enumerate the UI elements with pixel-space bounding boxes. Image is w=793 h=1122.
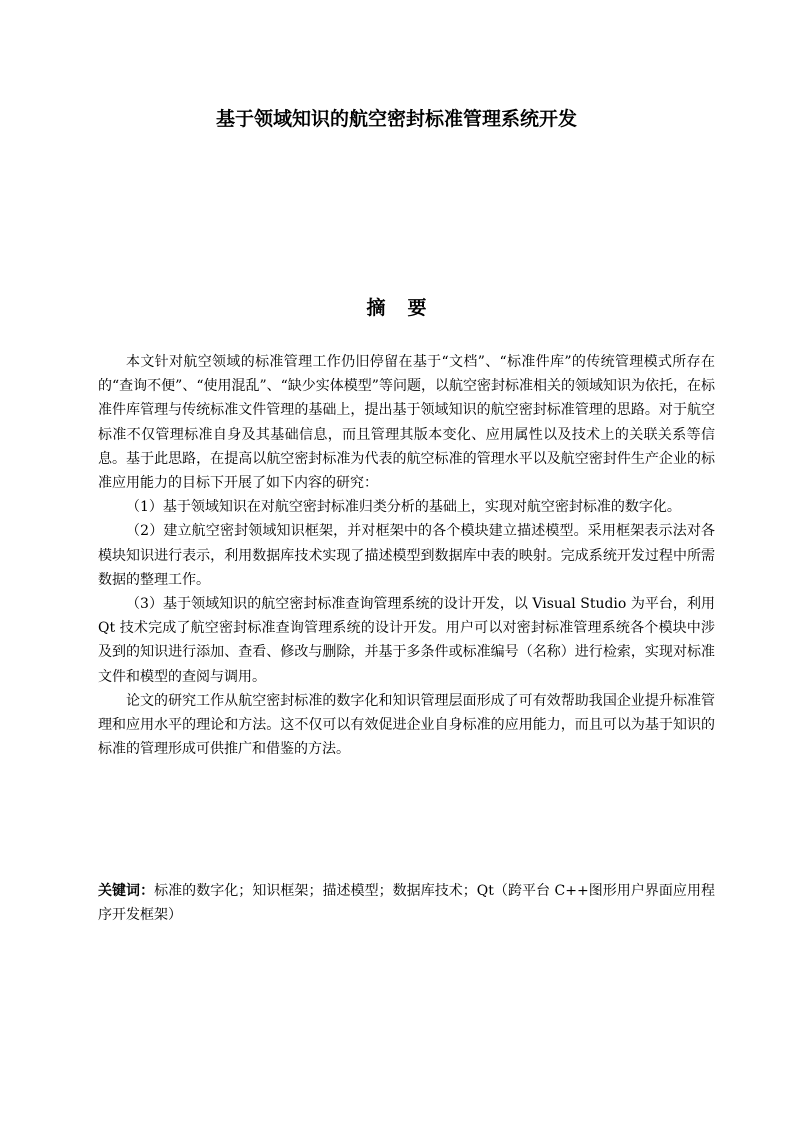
keywords-text: 标准的数字化；知识框架；描述模型；数据库技术；Qt（跨平台 C++图形用户界面应用程序开发框架） (98, 883, 715, 923)
abstract-body (98, 350, 715, 761)
abstract-paragraph-item-2: （2）建立航空密封领域知识框架，并对框架中的各个模块建立描述模型。采用框架表示法对各模块知识进行表示，利用数据库技术实现了描述模型到数据库中表的映射。完成系统开发过程中所需数据的整理工作。 (98, 523, 715, 588)
abstract-heading-char-1: 摘 (366, 297, 386, 319)
keywords-line (98, 879, 715, 927)
paper-title: 基于领域知识的航空密封标准管理系统开发 (215, 108, 577, 130)
abstract-paragraph-item-1: （1）基于领域知识在对航空密封标准归类分析的基础上，实现对航空密封标准的数字化。 (126, 499, 681, 516)
keywords-label: 关键词： (98, 883, 155, 899)
abstract-paragraph-conclusion: 论文的研究工作从航空密封标准的数字化和知识管理层面形成了可有效帮助我国企业提升标准管理和应用水平的理论和方法。这不仅可以有效促进企业自身标准的应用能力，而且可以为基于知识的标准的管理形成可供推广和借鉴的方法。 (98, 692, 715, 758)
abstract-heading-char-2: 要 (407, 297, 427, 319)
abstract-heading (0, 293, 793, 323)
abstract-paragraph-intro: 本文针对航空领域的标准管理工作仍旧停留在基于“文档”、“标准件库”的传统管理模式所存在的“查询不便”、“使用混乱”、“缺少实体模型”等问题，以航空密封标准相关的领域知识为依托，在标准件库管理与传统标准文件管理的基础上，提出基于领域知识的航空密封标准管理的思路。对于航空标准不仅管理标准自身及其基础信息，而且管理其版本变化、应用属性以及技术上的关联关系等信息。基于此思路，在提高以航空密封标准为代表的航空标准的管理水平以及航空密封件生产企业的标准应用能力的目标下开展了如下内容的研究： (98, 354, 715, 492)
abstract-paragraph-item-3: （3）基于领域知识的航空密封标准查询管理系统的设计开发，以 Visual Studio 为平台，利用 Qt 技术完成了航空密封标准查询管理系统的设计开发。用户可以对密封标准管理系统各个模块中涉及到的知识进行添加、查看、修改与删除，并基于多条件或标准编号（名称）进行检索，实现对标准文件和模型的查阅与调用。 (98, 596, 715, 685)
